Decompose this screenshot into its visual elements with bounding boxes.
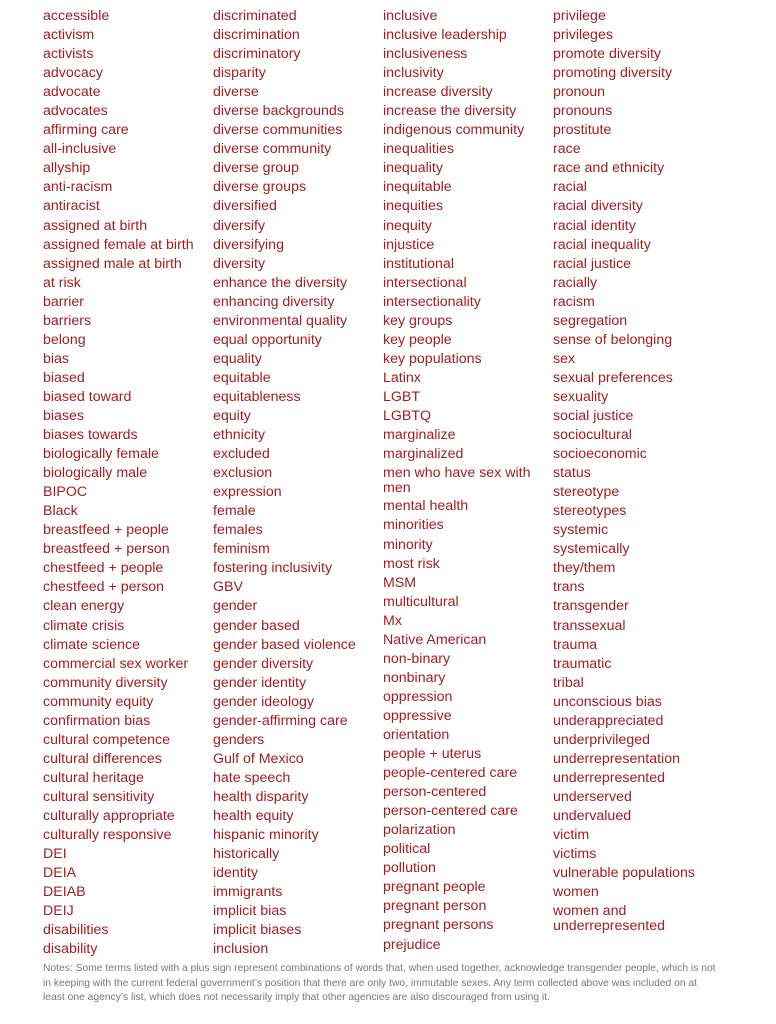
term-item: LGBTQ (383, 407, 432, 424)
term-item: injustice (383, 236, 435, 253)
term-item: inequities (383, 198, 443, 215)
term-item: cultural sensitivity (43, 788, 155, 805)
term-item: prostitute (553, 122, 612, 139)
term-item: biases (43, 407, 85, 424)
term-item: racial diversity (553, 198, 643, 215)
term-item: sociocultural (553, 427, 632, 444)
term-item: MSM (383, 574, 417, 591)
term-item: diversified (213, 198, 277, 215)
term-item: inclusiveness (383, 46, 468, 63)
term-item: racial justice (553, 255, 632, 272)
term-item: tribal (553, 674, 584, 691)
term-item: females (213, 522, 263, 539)
term-item: diversifying (213, 236, 284, 253)
term-item: inclusivity (383, 65, 444, 82)
term-item: diversify (213, 217, 266, 234)
term-item: nonbinary (383, 669, 446, 686)
term-item: excluded (213, 446, 270, 463)
term-item: at risk (43, 274, 81, 291)
term-item: diverse community (213, 141, 332, 158)
term-item: diverse groups (213, 179, 307, 196)
term-item: underappreciated (553, 712, 664, 729)
term-item: health disparity (213, 788, 309, 805)
term-item: institutional (383, 255, 454, 272)
term-item: disparity (213, 65, 266, 82)
term-item: assigned female at birth (43, 236, 194, 253)
term-item: increase the diversity (383, 103, 517, 120)
term-item: gender-affirming care (213, 712, 348, 729)
term-item: clean energy (43, 598, 125, 615)
term-item: minority (383, 536, 433, 553)
notes-footnote: Notes: Some terms listed with a plus sign represent combinations of words that, when used together, acknowledge transgender people, which is not in keeping with the current federal government’s position that there are only two, immutable sexes. Any term collected above was included on at least one agency’s list, which does not necessarily imply that other agencies are also discouraged from using it. (43, 963, 716, 1003)
term-item: systemic (553, 522, 609, 539)
term-item: gender diversity (213, 655, 314, 672)
term-item: promote diversity (553, 46, 662, 63)
term-column-2 (213, 7, 356, 959)
term-item: social justice (553, 407, 634, 424)
term-item: diverse group (213, 160, 299, 177)
term-item: inequity (383, 217, 432, 234)
term-item: multicultural (383, 593, 459, 610)
term-item: person-centered care (383, 803, 518, 820)
term-item: sexuality (553, 388, 609, 405)
term-item: female (213, 503, 256, 520)
term-item: commercial sex worker (43, 655, 189, 672)
term-item: oppression (383, 688, 453, 705)
term-item: assigned male at birth (43, 255, 182, 272)
term-item: privilege (553, 8, 606, 24)
term-item: gender based violence (213, 636, 356, 653)
term-item: hate speech (213, 769, 291, 786)
term-item: women and underrepresented (553, 903, 666, 934)
term-item: men who have sex with men (383, 465, 531, 496)
term-column-1 (43, 7, 194, 959)
term-item: anti-racism (43, 179, 113, 196)
term-item: underserved (553, 788, 632, 805)
term-item: confirmation bias (43, 712, 151, 729)
term-item: polarization (383, 822, 456, 839)
term-item: all-inclusive (43, 141, 117, 158)
term-item: promoting diversity (553, 65, 673, 82)
term-item: advocacy (43, 65, 103, 82)
term-column-3 (383, 7, 535, 955)
term-item: assigned at birth (43, 217, 148, 234)
term-item: indigenous community (383, 122, 525, 139)
term-item: antiracist (43, 198, 100, 215)
term-item: activists (43, 46, 94, 63)
term-item: stereotypes (553, 503, 627, 520)
term-item: community diversity (43, 674, 168, 691)
term-item: allyship (43, 160, 91, 177)
term-item: pollution (383, 860, 436, 877)
term-item: inequality (383, 160, 443, 177)
term-item: exclusion (213, 465, 273, 482)
term-item: DEIAB (43, 884, 86, 901)
term-item: victim (553, 827, 590, 844)
term-item: key people (383, 331, 452, 348)
term-item: discrimination (213, 27, 300, 44)
term-item: racial identity (553, 217, 636, 234)
term-item: oppressive (383, 707, 452, 724)
term-item: key groups (383, 312, 453, 329)
term-item: chestfeed + person (43, 579, 165, 596)
term-item: inclusive leadership (383, 27, 507, 44)
term-item: sex (553, 350, 576, 367)
term-item: climate crisis (43, 617, 125, 634)
term-item: implicit bias (213, 903, 287, 920)
term-item: biased (43, 369, 85, 386)
term-item: DEIJ (43, 903, 74, 920)
term-item: BIPOC (43, 484, 88, 501)
term-item: DEIA (43, 865, 77, 882)
term-item: affirming care (43, 122, 129, 139)
term-item: racism (553, 293, 595, 310)
term-item: transsexual (553, 617, 626, 634)
term-item: breastfeed + people (43, 522, 169, 539)
term-item: inclusive (383, 8, 438, 24)
term-item: underrepresented (553, 769, 666, 786)
term-item: LGBT (383, 388, 421, 405)
term-item: barriers (43, 312, 92, 329)
term-item: barrier (43, 293, 84, 310)
term-item: vulnerable populations (553, 865, 695, 882)
term-item: identity (213, 865, 258, 882)
term-item: enhance the diversity (213, 274, 348, 291)
term-item: advocate (43, 84, 101, 101)
term-item: disability (43, 941, 98, 958)
term-item: most risk (383, 555, 440, 572)
term-item: racial inequality (553, 236, 651, 253)
term-item: community equity (43, 693, 154, 710)
term-item: inclusion (213, 941, 269, 958)
term-item: biologically male (43, 465, 148, 482)
term-item: fostering inclusivity (213, 560, 333, 577)
term-item: key populations (383, 350, 482, 367)
term-item: race and ethnicity (553, 160, 665, 177)
term-item: inequalities (383, 141, 454, 158)
term-item: diverse (213, 84, 259, 101)
term-item: discriminated (213, 8, 297, 24)
term-item: cultural competence (43, 731, 170, 748)
term-item: people-centered care (383, 765, 518, 782)
term-item: health equity (213, 807, 294, 824)
term-item: gender identity (213, 674, 307, 691)
term-item: advocates (43, 103, 108, 120)
term-item: traumatic (553, 655, 612, 672)
term-item: pronouns (553, 103, 613, 120)
term-item: pronoun (553, 84, 606, 101)
term-item: increase diversity (383, 84, 493, 101)
term-item: intersectional (383, 274, 467, 291)
term-item: Black (43, 503, 78, 520)
term-item: equitable (213, 369, 271, 386)
term-item: genders (213, 731, 265, 748)
term-item: transgender (553, 598, 629, 615)
term-item: racial (553, 179, 587, 196)
term-item: chestfeed + people (43, 560, 164, 577)
term-item: enhancing diversity (213, 293, 335, 310)
term-item: gender (213, 598, 258, 615)
term-item: non-binary (383, 650, 451, 667)
term-item: equal opportunity (213, 331, 322, 348)
term-item: undervalued (553, 807, 632, 824)
term-item: intersectionality (383, 293, 481, 310)
term-item: diverse backgrounds (213, 103, 344, 120)
term-item: orientation (383, 726, 450, 743)
term-item: implicit biases (213, 922, 302, 939)
term-column-4 (553, 7, 713, 936)
term-item: minorities (383, 517, 444, 534)
term-item: systemically (553, 541, 630, 558)
term-item: trans (553, 579, 585, 596)
term-item: activism (43, 27, 95, 44)
term-item: race (553, 141, 581, 158)
term-item: equity (213, 407, 251, 424)
term-item: equality (213, 350, 262, 367)
term-item: sexual preferences (553, 369, 673, 386)
term-item: diversity (213, 255, 266, 272)
term-item: discriminatory (213, 46, 301, 63)
term-item: underrepresentation (553, 750, 680, 767)
term-item: women (553, 884, 599, 901)
term-item: stereotype (553, 484, 620, 501)
term-item: expression (213, 484, 282, 501)
term-item: unconscious bias (553, 693, 662, 710)
term-item: status (553, 465, 591, 482)
term-item: pregnant person (383, 898, 487, 915)
term-item: trauma (553, 636, 598, 653)
term-item: culturally appropriate (43, 807, 175, 824)
term-item: biologically female (43, 446, 159, 463)
term-item: culturally responsive (43, 827, 172, 844)
term-item: immigrants (213, 884, 283, 901)
term-item: biased toward (43, 388, 132, 405)
term-item: GBV (213, 579, 243, 596)
term-item: hispanic minority (213, 827, 319, 844)
term-item: victims (553, 846, 597, 863)
term-item: biases towards (43, 427, 138, 444)
term-item: equitableness (213, 388, 301, 405)
term-item: disabilities (43, 922, 109, 939)
term-item: inequitable (383, 179, 452, 196)
term-item: people + uterus (383, 746, 482, 763)
term-item: Mx (383, 612, 402, 629)
term-item: Gulf of Mexico (213, 750, 304, 767)
term-item: pregnant persons (383, 917, 494, 934)
term-item: Latinx (383, 369, 421, 386)
term-item: privileges (553, 27, 613, 44)
term-item: sense of belonging (553, 331, 673, 348)
term-item: underprivileged (553, 731, 651, 748)
term-item: environmental quality (213, 312, 348, 329)
term-item: gender ideology (213, 693, 314, 710)
term-item: diverse communities (213, 122, 343, 139)
term-item: feminism (213, 541, 270, 558)
term-item: person-centered (383, 784, 487, 801)
term-item: breastfeed + person (43, 541, 170, 558)
term-item: gender based (213, 617, 300, 634)
term-item: accessible (43, 8, 110, 24)
term-item: historically (213, 846, 280, 863)
term-item: Native American (383, 631, 487, 648)
term-item: marginalized (383, 446, 464, 463)
term-item: socioeconomic (553, 446, 647, 463)
term-item: cultural heritage (43, 769, 144, 786)
term-item: mental health (383, 498, 469, 515)
term-item: marginalize (383, 427, 456, 444)
term-item: pregnant people (383, 879, 486, 896)
term-item: bias (43, 350, 70, 367)
term-item: DEI (43, 846, 67, 863)
term-item: political (383, 841, 431, 858)
term-item: cultural differences (43, 750, 162, 767)
term-item: segregation (553, 312, 628, 329)
term-item: ethnicity (213, 427, 266, 444)
term-item: they/them (553, 560, 616, 577)
term-item: prejudice (383, 936, 441, 953)
term-item: belong (43, 331, 86, 348)
term-item: climate science (43, 636, 140, 653)
term-item: racially (553, 274, 598, 291)
